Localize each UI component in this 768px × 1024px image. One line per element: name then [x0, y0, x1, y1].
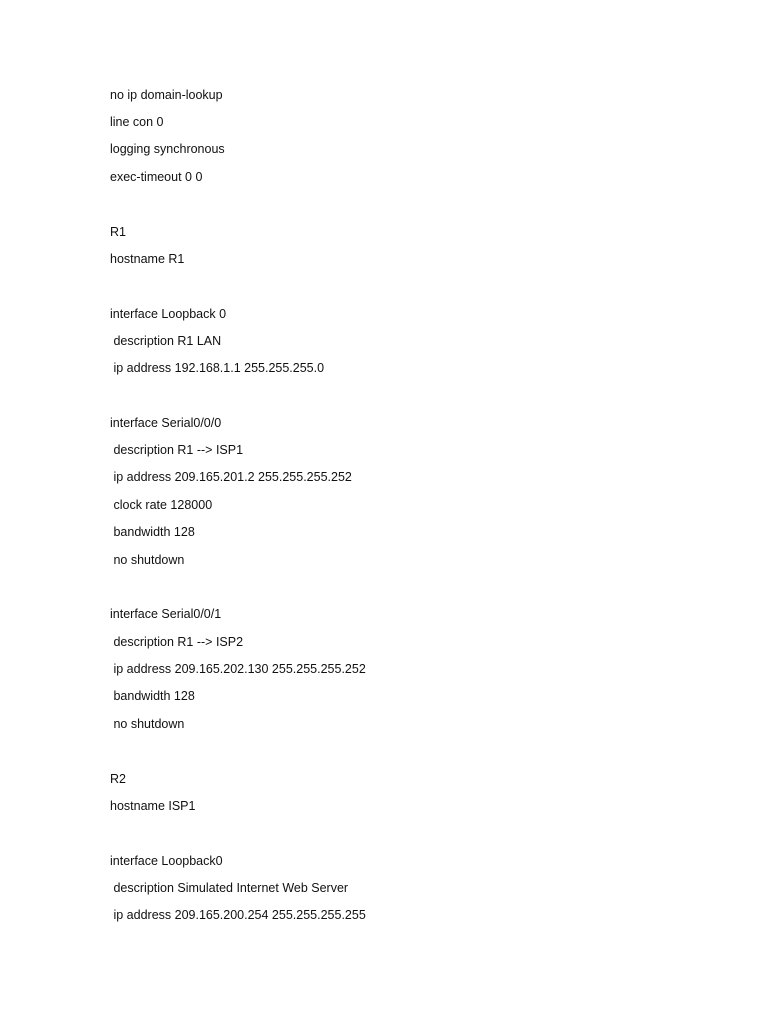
config-line: logging synchronous [110, 142, 225, 156]
config-line: hostname R1 [110, 252, 185, 266]
config-line: exec-timeout 0 0 [110, 170, 203, 184]
config-line: interface Serial0/0/1 [110, 607, 222, 621]
config-line: description Simulated Internet Web Server [110, 881, 349, 895]
config-line: ip address 209.165.202.130 255.255.255.252 [110, 662, 366, 676]
config-line: bandwidth 128 [110, 689, 195, 703]
config-line: bandwidth 128 [110, 525, 195, 539]
config-line: interface Serial0/0/0 [110, 416, 222, 430]
config-line: ip address 192.168.1.1 255.255.255.0 [110, 361, 325, 375]
config-line: interface Loopback0 [110, 854, 223, 868]
config-line: line con 0 [110, 115, 164, 129]
router-heading: R2 [110, 772, 126, 786]
config-line: hostname ISP1 [110, 799, 196, 813]
config-line: description R1 LAN [110, 334, 222, 348]
config-line: no shutdown [110, 717, 185, 731]
config-line: description R1 --> ISP1 [110, 443, 244, 457]
config-line: clock rate 128000 [110, 498, 213, 512]
config-line: ip address 209.165.200.254 255.255.255.255 [110, 908, 366, 922]
router-heading: R1 [110, 225, 126, 239]
config-line: ip address 209.165.201.2 255.255.255.252 [110, 470, 352, 484]
config-line: no ip domain-lookup [110, 88, 223, 102]
config-line: description R1 --> ISP2 [110, 635, 244, 649]
config-line: interface Loopback 0 [110, 307, 227, 321]
config-line: no shutdown [110, 553, 185, 567]
